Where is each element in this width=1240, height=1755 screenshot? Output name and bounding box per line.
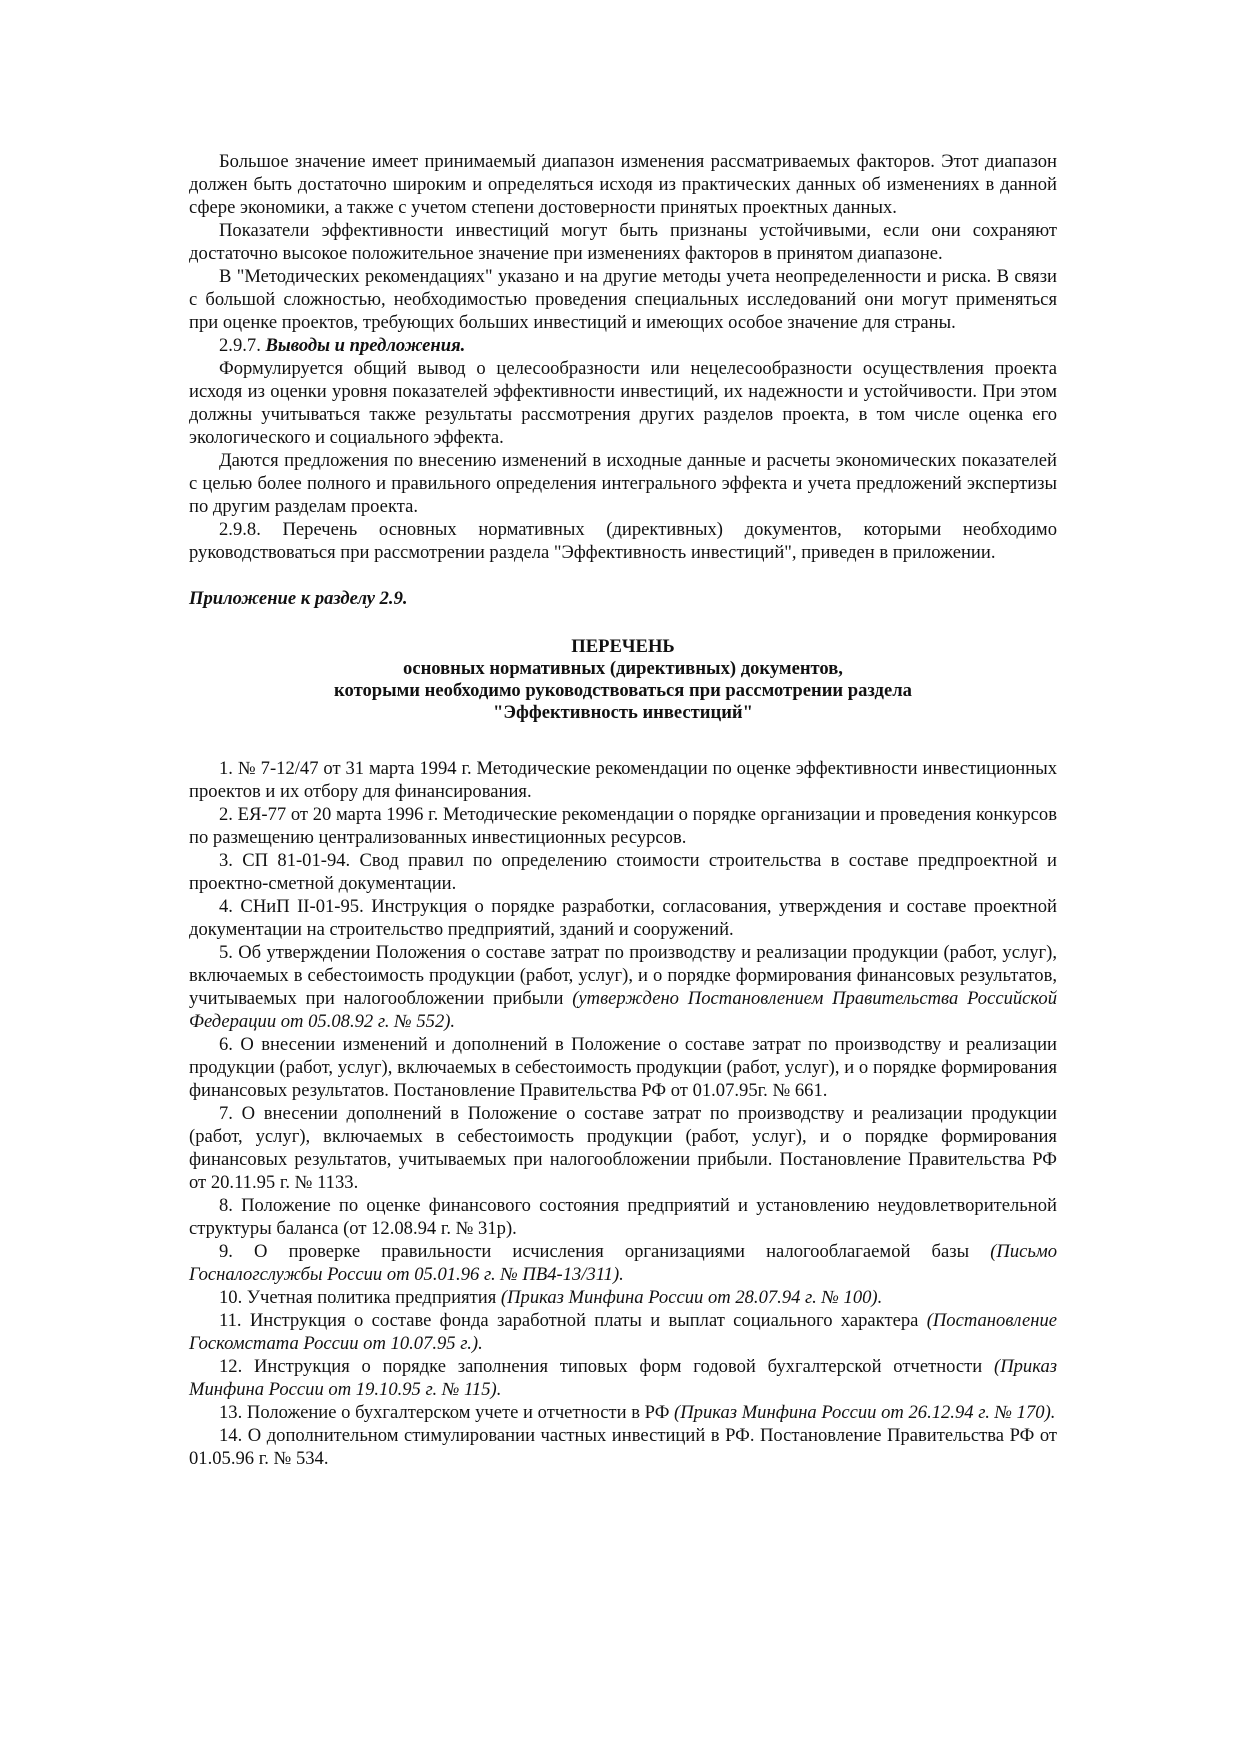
list-item-source: (Приказ Минфина России от 26.12.94 г. № 170). <box>674 1402 1056 1423</box>
list-title <box>189 636 1057 724</box>
list-item <box>189 1309 1057 1355</box>
list-title-line: которыми необходимо руководствоваться при рассмотрении раздела <box>334 680 912 701</box>
list-title-line: основных нормативных (директивных) документов, <box>403 658 843 679</box>
list-title-line: ПЕРЕЧЕНЬ <box>571 636 675 657</box>
list-item <box>189 1194 1057 1240</box>
document-list <box>189 757 1057 1470</box>
list-item-text: 6. О внесении изменений и дополнений в Положение о составе затрат по производству и реализации продукции (работ, услуг), включаемых в себестоимость продукции (работ, услуг), и о порядке формирования финансовых результатов. Постановление Правительства РФ от 01.07.95г. № 661. <box>189 1034 1057 1101</box>
list-item-text: 2. ЕЯ-77 от 20 марта 1996 г. Методические рекомендации о порядке организации и проведения конкурсов по размещению централизованных инвестиционных ресурсов. <box>189 804 1057 848</box>
paragraph: Показатели эффективности инвестиций могут быть признаны устойчивыми, если они сохраняют достаточно высокое положительное значение при изменениях факторов в принятом диапазоне. <box>189 220 1057 264</box>
list-item-text: 3. СП 81-01-94. Свод правил по определению стоимости строительства в составе предпроектной и проектно-сметной документации. <box>189 850 1057 894</box>
list-item-text: 4. СНиП II-01-95. Инструкция о порядке разработки, согласования, утверждения и составе проектной документации на строительство предприятий, зданий и сооружений. <box>189 896 1057 940</box>
list-item-text: 11. Инструкция о составе фонда заработной платы и выплат социального характера <box>219 1310 927 1331</box>
list-item-text: 1. № 7-12/47 от 31 марта 1994 г. Методические рекомендации по оценке эффективности инвестиционных проектов и их отбору для финансирования. <box>189 758 1057 802</box>
paragraph: Формулируется общий вывод о целесообразности или нецелесообразности осуществления проекта исходя из оценки уровня показателей эффективности инвестиций, их надежности и устойчивости. При этом должны учитываться также результаты рассмотрения других разделов проекта, в том числе оценка его экологического и социального эффекта. <box>189 358 1057 448</box>
paragraph: 2.9.8. Перечень основных нормативных (директивных) документов, которыми необходимо руководствоваться при рассмотрении раздела "Эффективность инвестиций", приведен в приложении. <box>189 519 1057 563</box>
list-item-text: 8. Положение по оценке финансового состояния предприятий и установлению неудовлетворительной структуры баланса (от 12.08.94 г. № 31р). <box>189 1195 1057 1239</box>
list-title-line: "Эффективность инвестиций" <box>493 702 753 723</box>
list-item-text: 13. Положение о бухгалтерском учете и отчетности в РФ <box>219 1402 675 1423</box>
list-item-text: 5. Об утверждении Положения о составе затрат по производству и реализации продукции (работ, услуг), включаемых в себестоимость продукции (работ, услуг), и о порядке формирования финансовых результатов, учитываемых при налогообложении прибыли <box>189 942 1057 1009</box>
list-item <box>189 849 1057 895</box>
list-item-text: 9. О проверке правильности исчисления организациями налогооблагаемой базы <box>219 1241 991 1262</box>
list-item <box>189 1401 1057 1424</box>
list-item <box>189 1240 1057 1286</box>
appendix-label: Приложение к разделу 2.9. <box>189 588 408 609</box>
section-heading-2-9-7 <box>189 334 1057 357</box>
paragraph: В "Методических рекомендациях" указано и на другие методы учета неопределенности и риска. В связи с большой сложностью, необходимостью проведения специальных исследований они могут применяться при оценке проектов, требующих больших инвестиций и имеющих особое значение для страны. <box>189 266 1057 333</box>
paragraph: Большое значение имеет принимаемый диапазон изменения рассматриваемых факторов. Этот диапазон должен быть достаточно широким и определяться исходя из практических данных об изменениях в данной сфере экономики, а также с учетом степени достоверности принятых проектных данных. <box>189 151 1057 218</box>
list-item <box>189 1286 1057 1309</box>
list-item-text: 14. О дополнительном стимулировании частных инвестиций в РФ. Постановление Правительства РФ от 01.05.96 г. № 534. <box>189 1425 1057 1469</box>
list-item-text: 12. Инструкция о порядке заполнения типовых форм годовой бухгалтерской отчетности <box>219 1356 994 1377</box>
section-number: 2.9.7. <box>219 335 266 356</box>
document-page <box>189 150 1057 1470</box>
list-item-text: 7. О внесении дополнений в Положение о составе затрат по производству и реализации продукции (работ, услуг), включаемых в себестоимость продукции (работ, услуг), и о порядке формирования финансовых результатов, учитываемых при налогообложении прибыли. Постановление Правительства РФ от 20.11.95 г. № 1133. <box>189 1103 1057 1193</box>
list-item <box>189 1033 1057 1102</box>
list-item <box>189 1355 1057 1401</box>
list-item-text: 10. Учетная политика предприятия <box>219 1287 501 1308</box>
list-item <box>189 803 1057 849</box>
section-title: Выводы и предложения. <box>265 335 466 356</box>
list-item-source: (Постановление Госкомстата России от 10.07.95 г.). <box>189 1310 1057 1354</box>
list-item <box>189 941 1057 1033</box>
paragraph: Даются предложения по внесению изменений в исходные данные и расчеты экономических показателей с целью более полного и правильного определения интегрального эффекта и учета предложений экспертизы по другим разделам проекта. <box>189 450 1057 517</box>
list-item <box>189 1102 1057 1194</box>
list-item <box>189 1424 1057 1470</box>
list-item <box>189 895 1057 941</box>
list-item-source: (Приказ Минфина России от 28.07.94 г. № 100). <box>500 1287 883 1308</box>
list-item-source: (Письмо Госналогслужбы России от 05.01.96 г. № ПВ4-13/311). <box>189 1241 1057 1285</box>
list-item <box>189 757 1057 803</box>
list-item-source: (Приказ Минфина России от 19.10.95 г. № 115). <box>189 1356 1057 1400</box>
list-item-source: (утверждено Постановлением Правительства Российской Федерации от 05.08.92 г. № 552). <box>189 988 1057 1032</box>
